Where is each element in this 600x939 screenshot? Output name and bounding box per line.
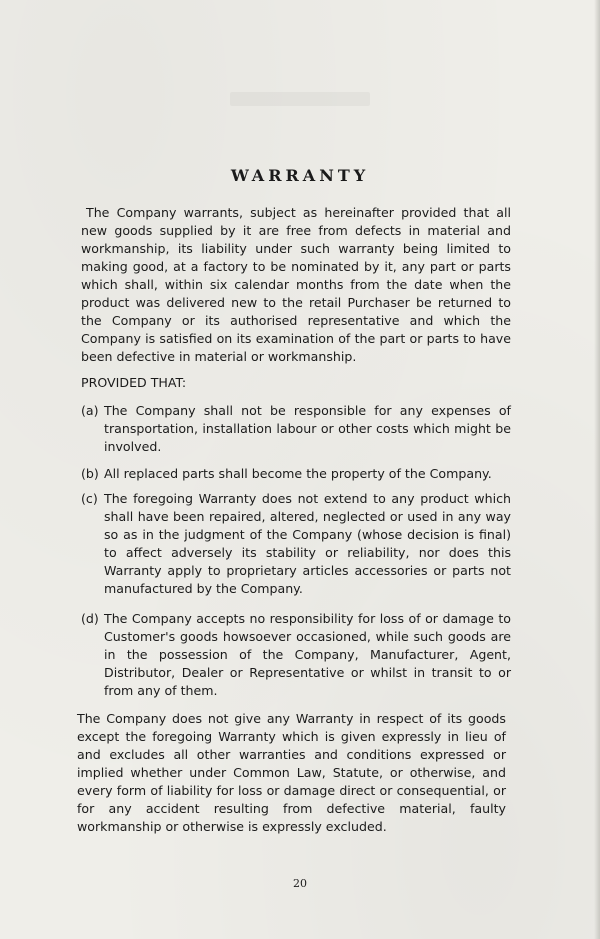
warranty-closing-paragraph: The Company does not give any Warranty in respect of its goods except the foregoing Warranty which is given expressly in lieu of and excludes all other warranties and conditions expressed or implied whether under Common Law, Statute, or otherwise, and every form of liability for loss or damage direct or consequential, or for any accident resulting from defective material, faulty workmanship or otherwise is expressly excluded. <box>77 711 506 834</box>
condition-item-c <box>81 490 511 598</box>
condition-text: All replaced parts shall become the property of the Company. <box>104 466 492 481</box>
page-title: WARRANTY <box>230 166 370 185</box>
condition-text: The foregoing Warranty does not extend to any product which shall have been repaired, altered, neglected or used in any way so as in the judgment of the Company (whose decision is final) to affect adversely its stability or reliability, nor does this Warranty apply to proprietary articles accessories or parts not manufactured by the Company. <box>104 491 511 596</box>
page-edge-shadow <box>594 0 600 939</box>
provided-that-heading: PROVIDED THAT: <box>81 375 187 390</box>
condition-item-d <box>81 610 511 700</box>
condition-item-b <box>81 465 511 483</box>
bleed-through-text <box>230 92 370 106</box>
page-number: 20 <box>293 877 307 890</box>
warranty-intro-paragraph: The Company warrants, subject as hereinafter provided that all new goods supplied by it are free from defects in material and workmanship, its liability under such warranty being limited to making good, at a factory to be nominated by it, any part or parts which shall, within six calendar months from the date when the product was delivered new to the retail Purchaser be returned to the Company or its authorised representative and which the Company is satisfied on its examination of the part or parts to have been defective in material or workmanship. <box>81 205 511 364</box>
condition-label: (a) <box>81 403 99 418</box>
condition-label: (c) <box>81 491 98 506</box>
condition-item-a <box>81 402 511 456</box>
condition-text: The Company shall not be responsible for any expenses of transportation, installation labour or other costs which might be involved. <box>104 403 511 454</box>
condition-text: The Company accepts no responsibility for loss of or damage to Customer's goods howsoever occasioned, while such goods are in the possession of the Company, Manufacturer, Agent, Distributor, Dealer or Representative or whilst in transit to or from any of them. <box>104 611 511 698</box>
condition-label: (b) <box>81 466 99 481</box>
condition-label: (d) <box>81 611 99 626</box>
